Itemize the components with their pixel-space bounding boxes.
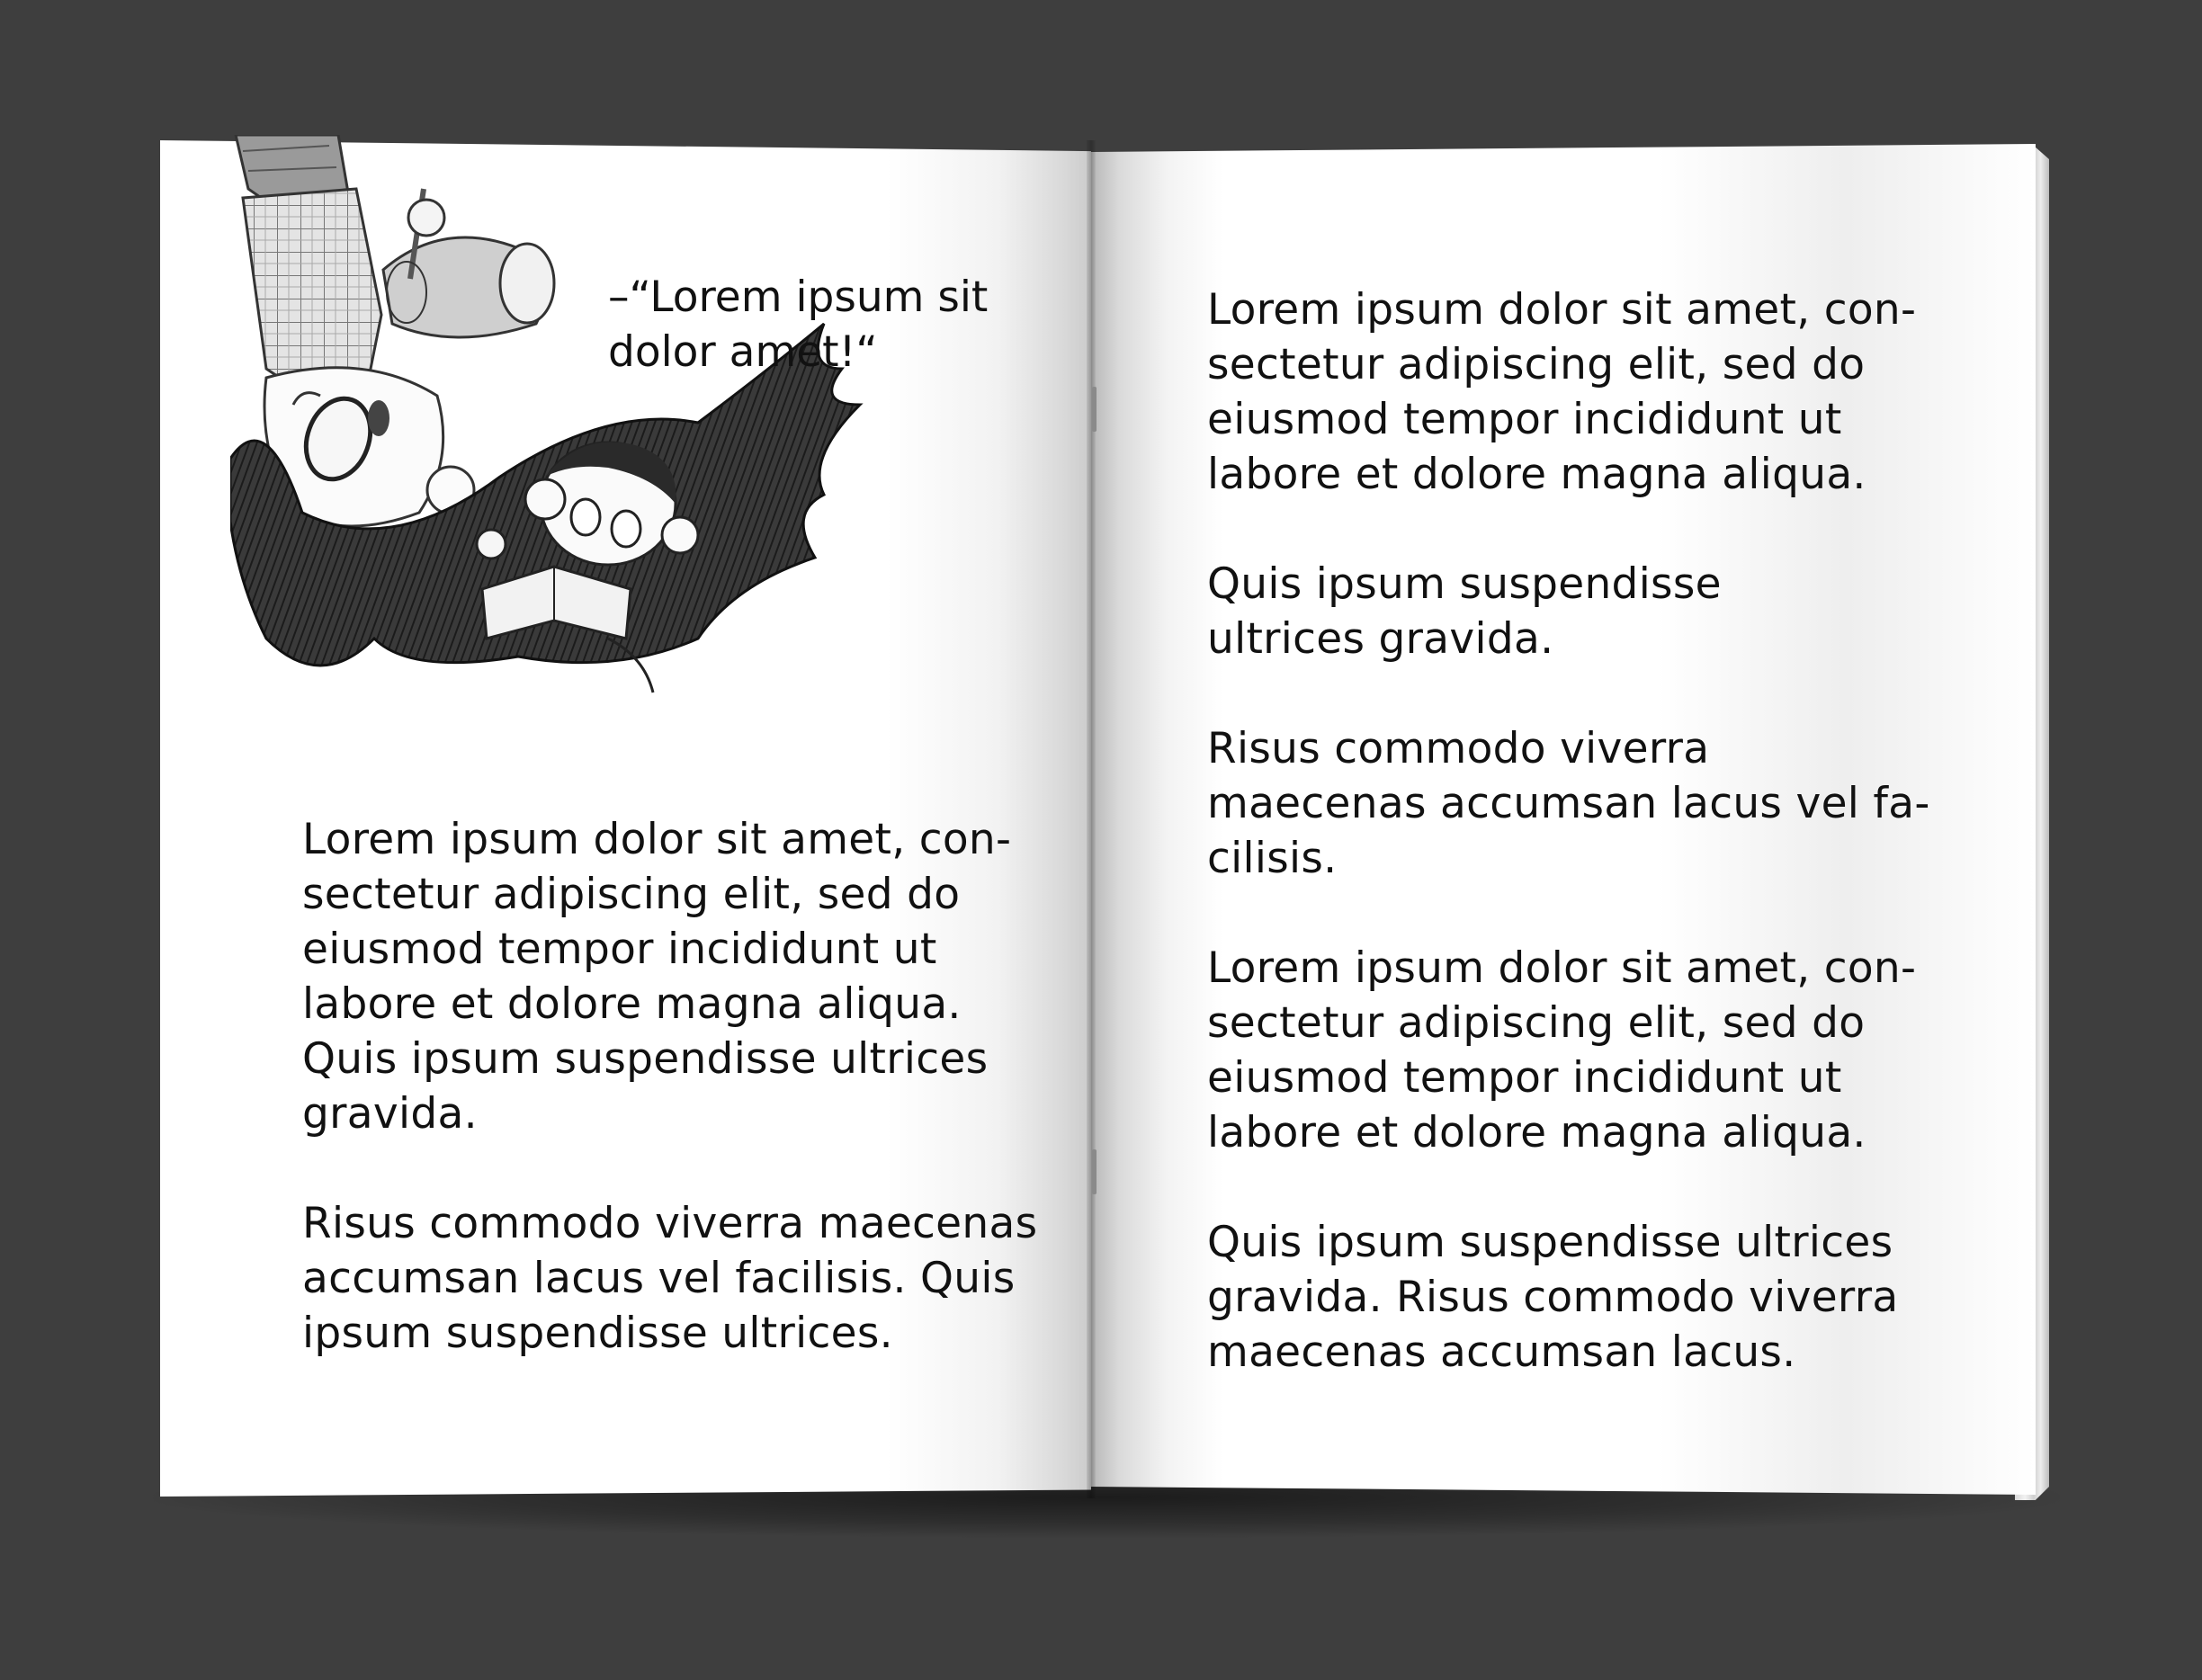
right-paragraph-1: Lorem ipsum dolor sit amet, con- sectetur adipiscing elit, sed do eiusmod tempor incididunt ut labore et dolore magna aliqua. — [1207, 285, 1917, 499]
staple-top — [1092, 387, 1097, 432]
left-page-body — [302, 812, 1040, 1361]
right-page-body — [1207, 282, 1981, 1380]
right-paragraph-4: Lorem ipsum dolor sit amet, con- sectetur adipiscing elit, sed do eiusmod tempor incididunt ut labore et dolore magna aliqua. — [1207, 943, 1917, 1157]
right-paragraph-5: Quis ipsum suspendisse ultrices gravida. Risus commodo viverra maecenas accumsan lacus. — [1207, 1218, 1899, 1377]
left-paragraph-2: Risus commodo viverra maecenas accumsan lacus vel facilisis. Quis ipsum suspendisse ultrices. — [302, 1199, 1038, 1358]
whisk-knob-shape — [408, 200, 444, 236]
book-spine-gutter — [1087, 140, 1096, 1498]
right-paragraph-3: Risus commodo viverra maecenas accumsan lacus vel fa- cilisis. — [1207, 724, 1930, 883]
staple-bottom — [1092, 1149, 1097, 1194]
left-paragraph-1: Lorem ipsum dolor sit amet, con- sectetur adipiscing elit, sed do eiusmod tempor incididunt ut labore et dolore magna aliqua. Quis ipsum suspendisse ultrices gravida. — [302, 815, 1012, 1139]
right-paragraph-2: Quis ipsum suspendisse ultrices gravida. — [1207, 559, 1722, 664]
speech-quote: –“Lorem ipsum sit dolor amet!“ — [608, 273, 989, 377]
upside-down-mother-child-illustration — [230, 135, 977, 791]
